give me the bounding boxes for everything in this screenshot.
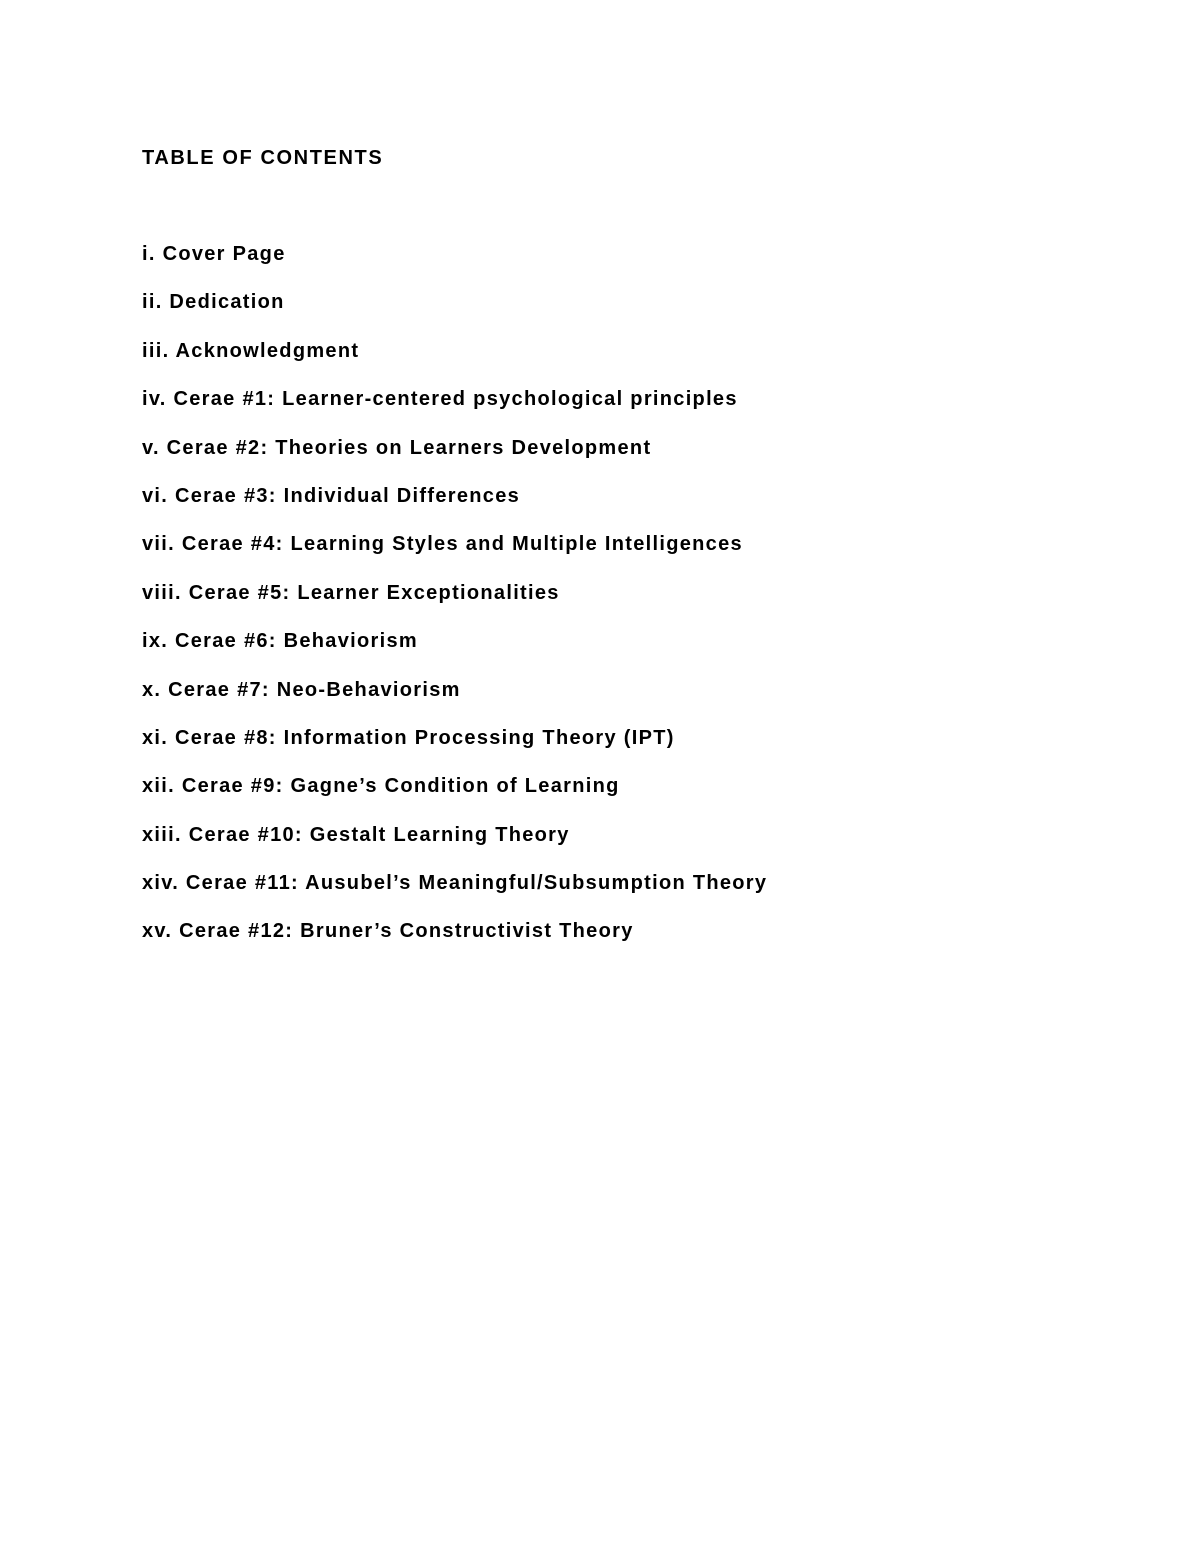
toc-entry-cerae-6: ix. Cerae #6: Behaviorism (142, 630, 418, 653)
toc-entry-cerae-12: xv. Cerae #12: Bruner’s Constructivist Theory (142, 920, 634, 943)
toc-heading: TABLE OF CONTENTS (142, 147, 384, 169)
toc-entry-cerae-1: iv. Cerae #1: Learner-centered psychological principles (142, 388, 738, 411)
toc-entry-cerae-7: x. Cerae #7: Neo-Behaviorism (142, 678, 461, 701)
toc-list (142, 242, 767, 968)
toc-entry-cover-page: i. Cover Page (142, 243, 286, 265)
toc-entry-cerae-3: vi. Cerae #3: Individual Differences (142, 484, 521, 507)
toc-entry-cerae-10: xiii. Cerae #10: Gestalt Learning Theory (142, 823, 570, 846)
toc-entry-cerae-11: xiv. Cerae #11: Ausubel’s Meaningful/Subsumption Theory (142, 872, 768, 895)
toc-entry-dedication: ii. Dedication (142, 291, 285, 314)
toc-entry-cerae-2: v. Cerae #2: Theories on Learners Development (142, 436, 652, 459)
toc-entry-cerae-9: xii. Cerae #9: Gagne’s Condition of Learning (142, 775, 620, 798)
toc-entry-cerae-4: vii. Cerae #4: Learning Styles and Multiple Intelligences (142, 533, 743, 556)
toc-entry-cerae-5: viii. Cerae #5: Learner Exceptionalities (142, 581, 560, 604)
toc-entry-cerae-8: xi. Cerae #8: Information Processing Theory (IPT) (142, 726, 675, 749)
toc-entry-acknowledgment: iii. Acknowledgment (142, 339, 360, 362)
